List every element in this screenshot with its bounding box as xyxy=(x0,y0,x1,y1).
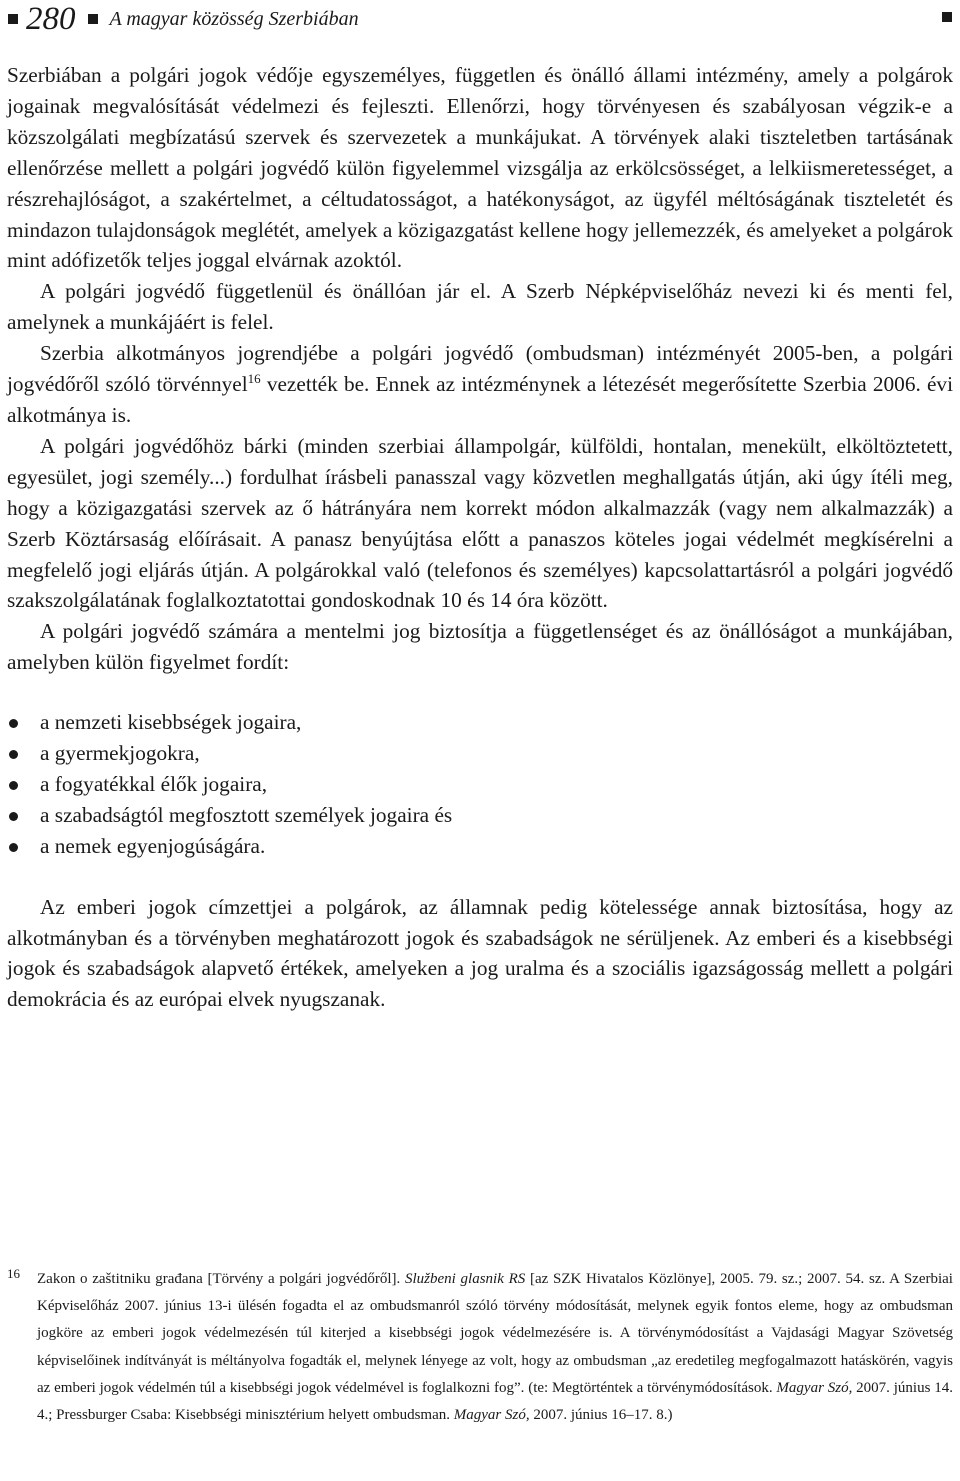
footnote-italic: Magyar Szó, xyxy=(776,1379,853,1396)
footnote-segment: 2007. június 14. 4.; Pressburger Csaba: Kisebbségi minisztérium helyett ombudsman. xyxy=(37,1379,954,1424)
square-bullet-icon xyxy=(8,14,18,24)
list-item: a fogyatékkal élők jogaira, xyxy=(7,769,953,800)
list-item: a nemek egyenjogúságára. xyxy=(7,831,953,862)
footnote-reference: 16 xyxy=(247,370,261,386)
footnote-italic: Magyar Szó, xyxy=(453,1407,530,1424)
page-header xyxy=(8,0,952,38)
footnote-segment: Zakon o zaštitniku građana [Törvény a polgári jogvédőről]. xyxy=(37,1271,405,1287)
footnote-segment: [az SZK Hivatalos Közlönye], 2005. 79. sz.; 2007. 54. sz. A Szerbiai Képviselőház 2007. június 13-i ülésén fogadta el az ombudsmanról szóló törvény módosítását, melynek egyik fontos eleme, hogy az ombudsman jogköre az emberi jogok védelmezésén túl kiterjed a kisebbségi jogok védelmezésére is. A törvénymódosítást a Vajdasági Magyar Szövetség képviselőinek indítványát is méltányolva fogadták el, melynek lényege az volt, hogy az ombudsman „az eredetileg megfogalmazott hatáskörén, vagyis az emberi jogok védelmén túl a kisebbségi jogok védelmével is foglalkozni fog”. (te: Megtörténtek a törvénymódosítások. xyxy=(37,1271,953,1396)
page-number: 280 xyxy=(26,0,76,37)
paragraph: A polgári jogvédő függetlenül és önállóan jár el. A Szerb Népképviselőház nevezi ki és menti fel, amelynek a munkájáért is felel. xyxy=(7,279,953,335)
list-item: a nemzeti kisebbségek jogaira, xyxy=(7,707,953,738)
paragraph: A polgári jogvédő számára a mentelmi jog biztosítja a függetlenséget és az önállóságot a munkájában, amelyben külön figyelmet fordít: xyxy=(7,619,953,675)
paragraph-text: vezették be. Ennek az intézménynek a létezését megerősítette Szerbia 2006. évi alkotmánya is. xyxy=(7,372,953,427)
paragraph: Szerbiában a polgári jogok védője egyszemélyes, független és önálló állami intézmény, amely a polgárok jogainak megvalósítását védelmezi és fejleszti. Ellenőrzi, hogy törvényesen és szabályosan végzik-e a közszolgálati megbízatású szervek és szervezetek a munkájukat. A törvények alaki tiszteletben tartásának ellenőrzése mellett a polgári jogvédő külön figyelemmel vizsgálja az erkölcsösséget, a lelkiismeretességet, a részrehajlóságot, a szakértelmet, a céltudatosságot, a hatékonyságot, az ügyfél méltóságának tiszteletét és mindazon tulajdonságok meglétét, amelyek a közigazgatást kellene hogy jellemezzék, és amelyeket a polgárok mint adófizetők teljes joggal elvárnak azoktól. xyxy=(7,63,953,273)
body-text xyxy=(7,60,953,1015)
footnote xyxy=(7,1266,953,1429)
paragraph: A polgári jogvédőhöz bárki (minden szerbiai állampolgár, külföldi, hontalan, menekült, elköltöztetett, egyesület, jogi személy...) fordulhat írásbeli panasszal vagy közvetlen meghallgatás útján, aki úgy ítéli meg, hogy a közigazgatási szervek az ő hátrányára nem korrekt módon alkalmazzák (vagy nem alkalmazzák) a Szerb Köztársaság előírásait. A panasz benyújtása előtt a panaszos köteles jogai védelmét megkísérelni a megfelelő jogi eljárás útján. A polgárokkal való (telefonos és személyes) kapcsolattartásról a polgári jogvédő szakszolgálatának foglalkoztatottai gondoskodnak 10 és 14 óra között. xyxy=(7,433,953,613)
footnote-italic: Službeni glasnik RS xyxy=(405,1271,526,1287)
list-item: a szabadságtól megfosztott személyek jogaira és xyxy=(7,800,953,831)
paragraph: Az emberi jogok címzettjei a polgárok, az államnak pedig kötelessége annak biztosítása, hogy az alkotmányban és a törvényben meghatározott jogok és szabadságok ne sérüljenek. Az emberi és a kisebbségi jogok és szabadságok alapvető értékek, amelyeken a jog uralma és a szociális igazságosság mellett a polgári demokrácia és az európai elvek nyugszanak. xyxy=(7,894,953,1012)
footnote-text xyxy=(7,1266,953,1429)
square-bullet-icon xyxy=(88,14,98,24)
list-item: a gyermekjogokra, xyxy=(7,738,953,769)
square-bullet-icon xyxy=(942,12,952,22)
bullet-list xyxy=(7,707,953,862)
paragraph-text: Szerbia alkotmányos jogrendjébe a polgári jogvédő (ombudsman) intézményét 2005-ben, a polgári jogvédőről szóló törvénnyel xyxy=(7,341,953,397)
running-title: A magyar közösség Szerbiában xyxy=(109,7,359,30)
footnote-segment: 2007. június 16–17. 8.) xyxy=(529,1407,673,1424)
paragraph xyxy=(7,338,953,431)
footnote-number: 16 xyxy=(7,1266,20,1281)
